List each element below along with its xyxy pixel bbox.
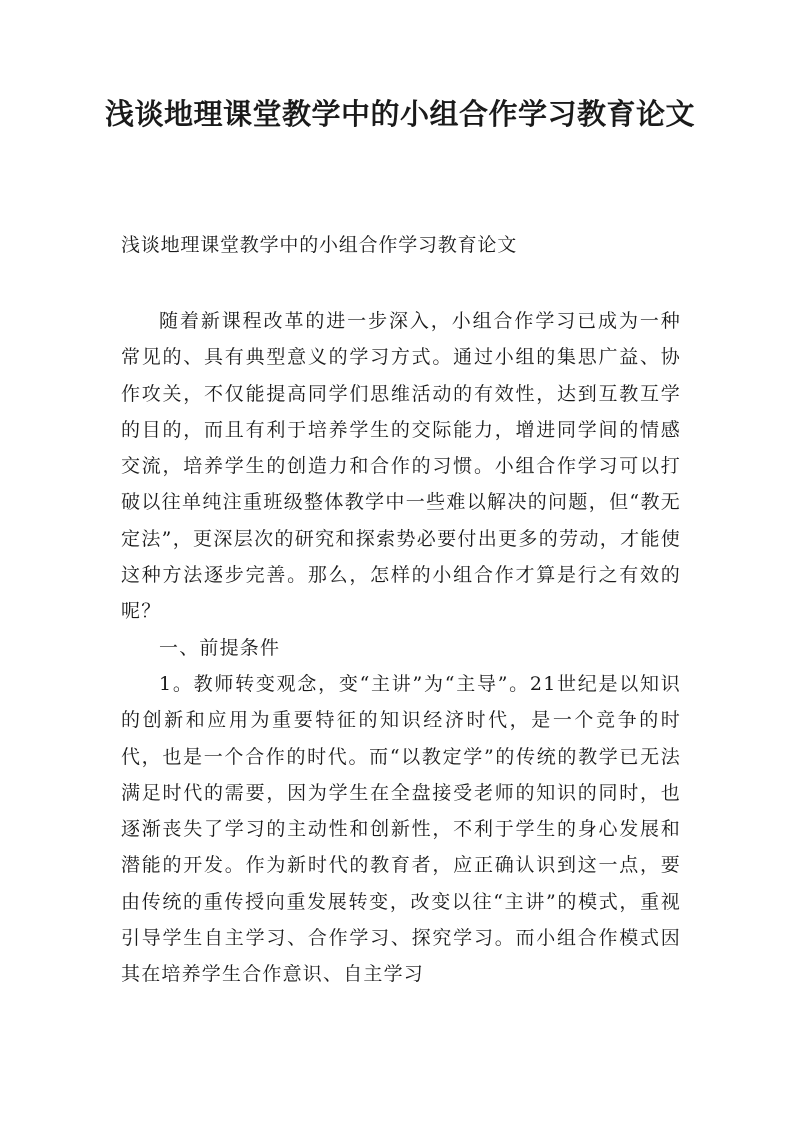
body-paragraph-teacher-role: 1。教师转变观念，变“主讲”为“主导”。21世纪是以知识的创新和应用为重要特征的知识经济时代，是一个竞争的时代，也是一个合作的时代。而“以教定学”的传统的教学已无法满足时代的需要，因为学生在全盘接受老师的知识的同时，也逐渐丧失了学习的主动性和创新性，不利于学生的身心发展和潜能的开发。作为新时代的教育者，应正确认识到这一点，要由传统的重传授向重发展转变，改变以往“主讲”的模式，重视引导学生自主学习、合作学习、探究学习。而小组合作模式因其在培养学生合作意识、自主学习 (121, 672, 681, 986)
section-heading-prerequisites: 一、前提条件 (159, 636, 281, 659)
document-title: 浅谈地理课堂教学中的小组合作学习教育论文 (104, 97, 695, 131)
document-body (121, 303, 681, 993)
document-subtitle: 浅谈地理课堂教学中的小组合作学习教育论文 (121, 234, 518, 256)
body-paragraph-intro: 随着新课程改革的进一步深入，小组合作学习已成为一种常见的、具有典型意义的学习方式。通过小组的集思广益、协作攻关，不仅能提高同学们思维活动的有效性，达到互教互学的目的，而且有利于培养学生的交际能力，增进同学间的情感交流，培养学生的创造力和合作的习惯。小组合作学习可以打破以往单纯注重班级整体教学中一些难以解决的问题，但“教无定法”，更深层次的研究和探索势必要付出更多的劳动，才能使这种方法逐步完善。那么，怎样的小组合作才算是行之有效的呢？ (121, 310, 681, 623)
